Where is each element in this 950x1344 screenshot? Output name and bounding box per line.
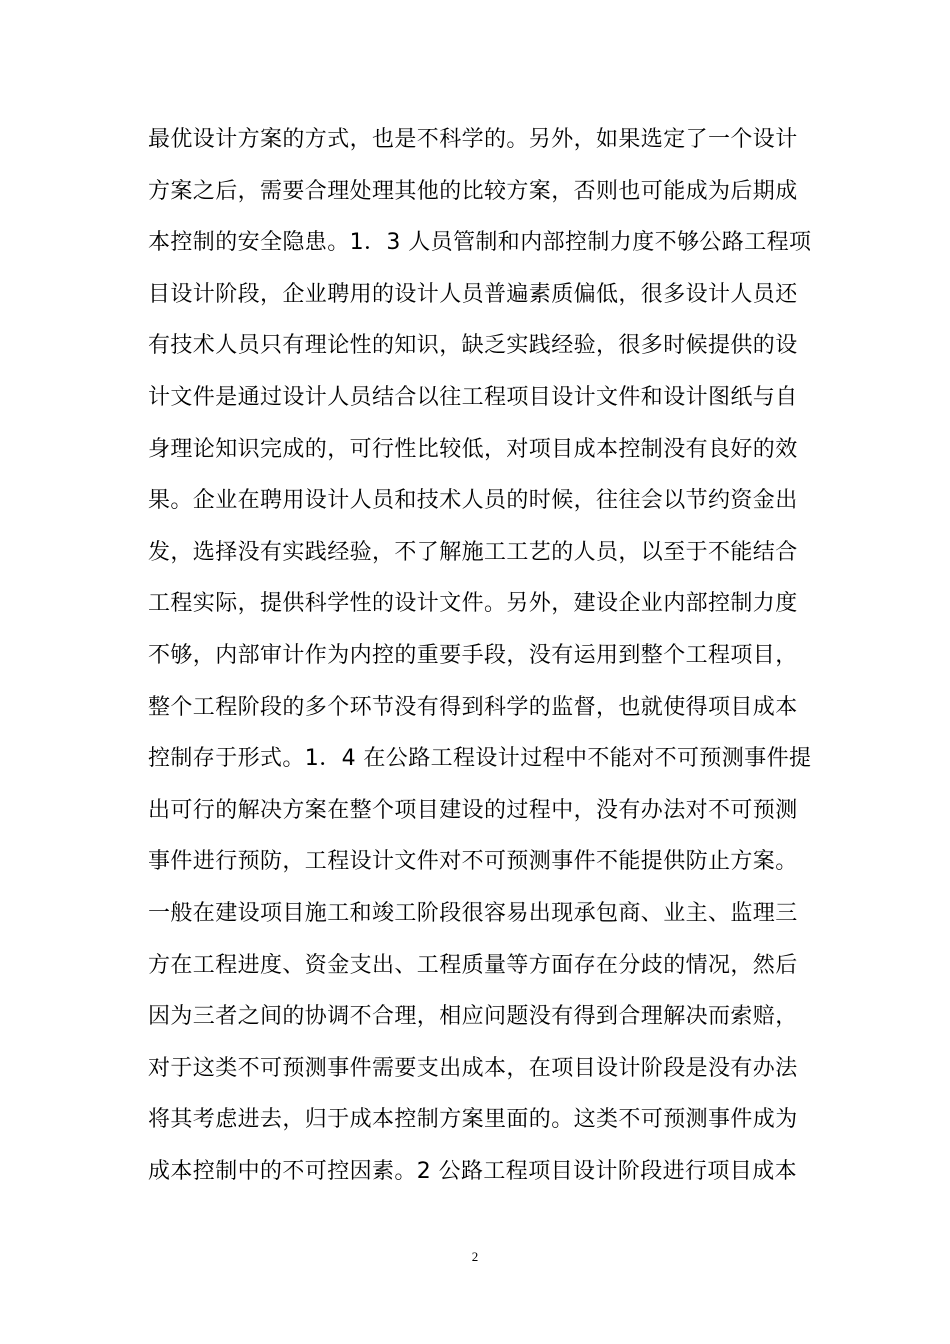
text-line: 最优设计方案的方式，也是不科学的。另外，如果选定了一个设计 xyxy=(148,127,798,152)
text-line: 对于这类不可预测事件需要支出成本，在项目设计阶段是没有办法 xyxy=(148,1055,798,1081)
page-number: 2 xyxy=(471,1249,479,1264)
text-line: 一般在建设项目施工和竣工阶段很容易出现承包商、业主、监理三 xyxy=(148,900,798,926)
text-line: 果。企业在聘用设计人员和技术人员的时候，往往会以节约资金出 xyxy=(148,488,798,514)
text-line: 有技术人员只有理论性的知识，缺乏实践经验，很多时候提供的设 xyxy=(148,333,798,359)
text-line: 目设计阶段，企业聘用的设计人员普遍素质偏低，很多设计人员还 xyxy=(148,281,798,307)
text-line: 整个工程阶段的多个环节没有得到科学的监督，也就使得项目成本 xyxy=(148,694,798,720)
text-line: 工程实际，提供科学性的设计文件。另外，建设企业内部控制力度 xyxy=(148,591,798,617)
text-line: 方案之后，需要合理处理其他的比较方案，否则也可能成为后期成 xyxy=(148,178,798,204)
text-line: 出可行的解决方案在整个项目建设的过程中，没有办法对不可预测 xyxy=(148,797,798,823)
text-line: 将其考虑进去，归于成本控制方案里面的。这类不可预测事件成为 xyxy=(148,1107,798,1133)
text-line: 方在工程进度、资金支出、工程质量等方面存在分歧的情况，然后 xyxy=(148,952,798,978)
text-line: 因为三者之间的协调不合理，相应问题没有得到合理解决而索赔， xyxy=(148,1004,798,1030)
text-line: 计文件是通过设计人员结合以往工程项目设计文件和设计图纸与自 xyxy=(148,384,798,410)
text-line: 事件进行预防，工程设计文件对不可预测事件不能提供防止方案。 xyxy=(148,849,798,875)
text-line: 不够，内部审计作为内控的重要手段，没有运用到整个工程项目， xyxy=(148,642,798,668)
text-line: 控制存于形式。1．4 在公路工程设计过程中不能对不可预测事件提 xyxy=(148,746,812,772)
body-text xyxy=(148,114,812,1197)
text-line: 身理论知识完成的，可行性比较低，对项目成本控制没有良好的效 xyxy=(148,436,798,462)
text-line: 成本控制中的不可控因素。2 公路工程项目设计阶段进行项目成本 xyxy=(148,1158,797,1184)
text-line: 本控制的安全隐患。1．3 人员管制和内部控制力度不够公路工程项 xyxy=(148,230,812,256)
text-line: 发，选择没有实践经验，不了解施工工艺的人员，以至于不能结合 xyxy=(148,539,798,565)
